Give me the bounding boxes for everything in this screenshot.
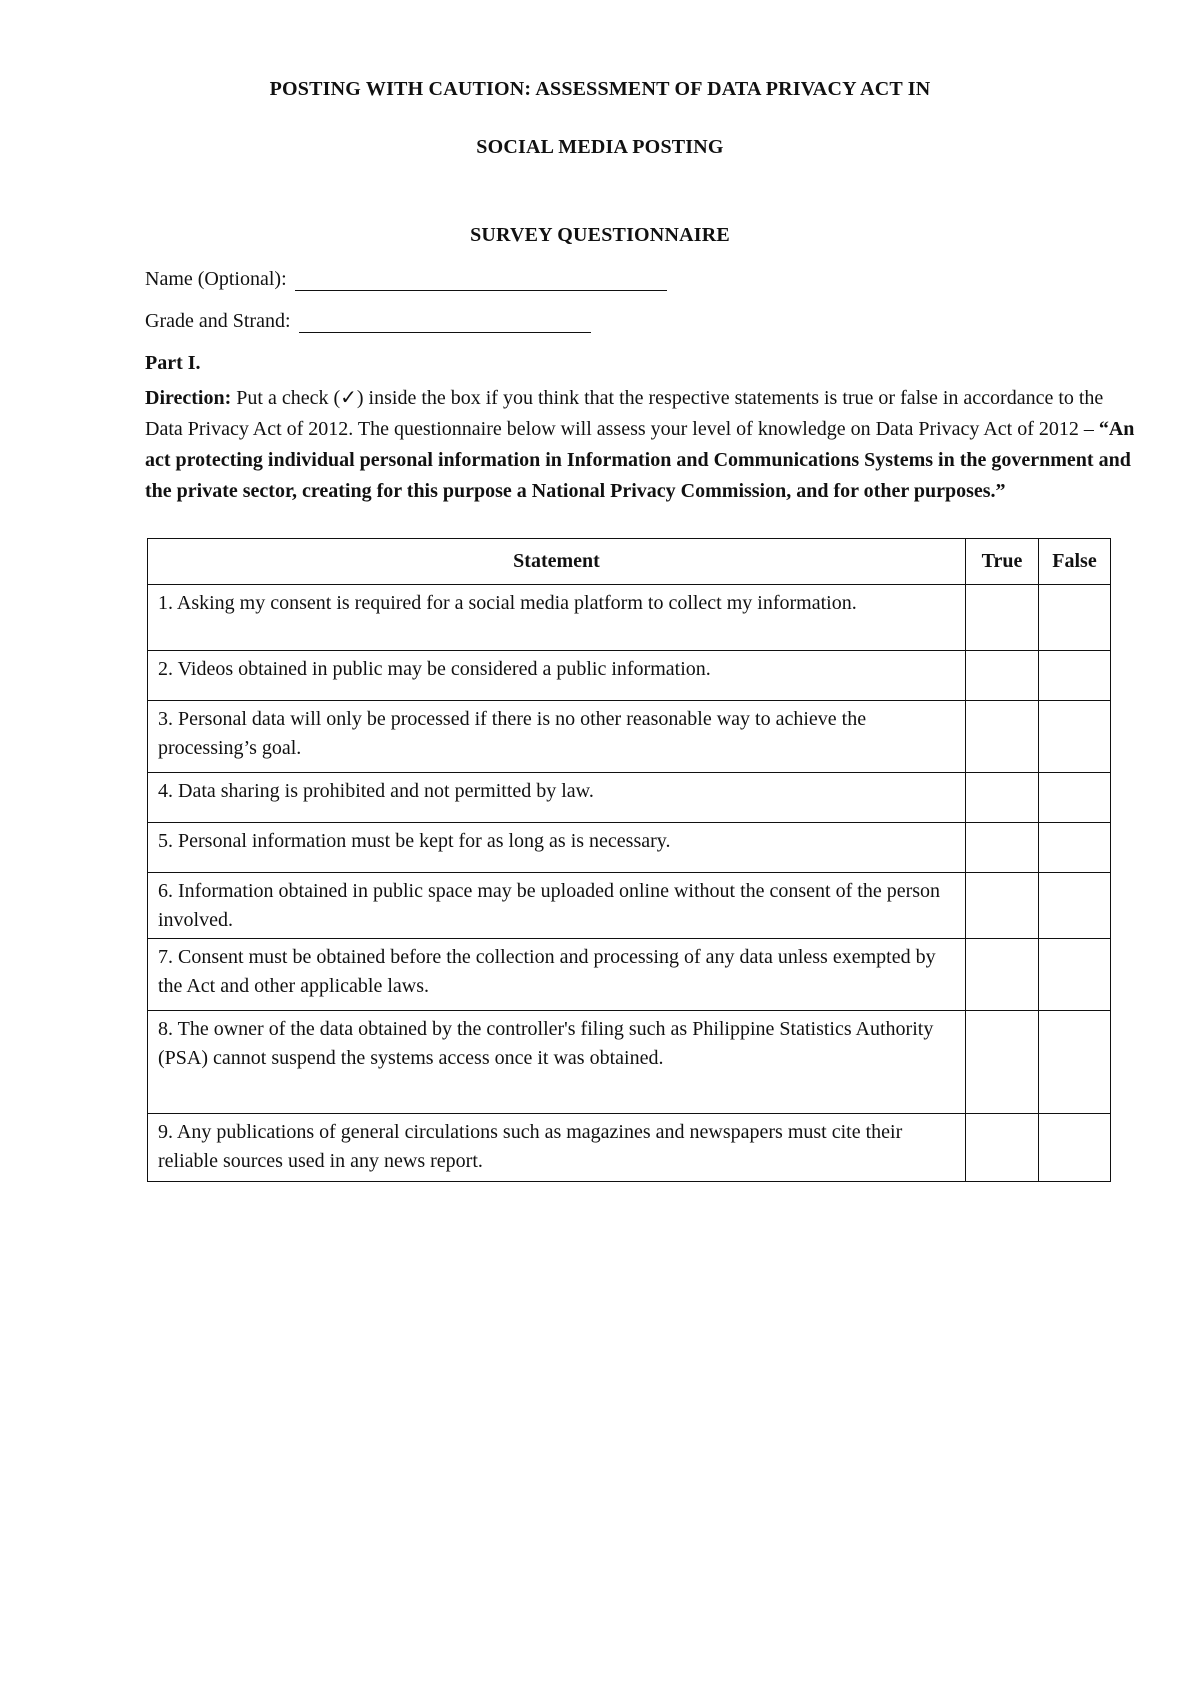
statement-cell: 8. The owner of the data obtained by the controller's filing such as Philippine Statistics Authority (PSA) cannot suspend the systems access once it was obtained. xyxy=(148,1011,966,1114)
name-label: Name (Optional): xyxy=(145,268,287,290)
true-checkbox-cell[interactable] xyxy=(966,651,1039,701)
false-checkbox-cell[interactable] xyxy=(1039,701,1111,773)
false-checkbox-cell[interactable] xyxy=(1039,823,1111,873)
table-row xyxy=(148,701,1111,773)
direction-label: Direction: xyxy=(145,387,232,409)
direction-paragraph xyxy=(145,383,1135,507)
false-checkbox-cell[interactable] xyxy=(1039,651,1111,701)
true-checkbox-cell[interactable] xyxy=(966,873,1039,939)
true-checkbox-cell[interactable] xyxy=(966,1011,1039,1114)
grade-label: Grade and Strand: xyxy=(145,310,291,332)
table-row xyxy=(148,1011,1111,1114)
header-false: False xyxy=(1039,539,1111,585)
document-title-line-1: POSTING WITH CAUTION: ASSESSMENT OF DATA PRIVACY ACT IN xyxy=(269,78,931,100)
table-row xyxy=(148,585,1111,651)
name-blank-line[interactable] xyxy=(295,270,667,291)
true-checkbox-cell[interactable] xyxy=(966,701,1039,773)
document-title-line-2: SOCIAL MEDIA POSTING xyxy=(476,136,724,158)
true-checkbox-cell[interactable] xyxy=(966,823,1039,873)
false-checkbox-cell[interactable] xyxy=(1039,773,1111,823)
table-row xyxy=(148,939,1111,1011)
table-row xyxy=(148,823,1111,873)
true-checkbox-cell[interactable] xyxy=(966,585,1039,651)
grade-blank-line[interactable] xyxy=(299,312,591,333)
table-row xyxy=(148,773,1111,823)
false-checkbox-cell[interactable] xyxy=(1039,585,1111,651)
true-checkbox-cell[interactable] xyxy=(966,1114,1039,1182)
statement-cell: 9. Any publications of general circulations such as magazines and newspapers must cite their reliable sources used in any news report. xyxy=(148,1114,966,1182)
statement-cell: 3. Personal data will only be processed if there is no other reasonable way to achieve the processing’s goal. xyxy=(148,701,966,773)
document-subtitle: SURVEY QUESTIONNAIRE xyxy=(470,224,730,246)
direction-text: Put a check (✓) inside the box if you think that the respective statements is true or false in accordance to the Data Privacy Act of 2012. The questionnaire below will assess your level of knowledge on Data Privacy Act of 2012 – xyxy=(145,387,1104,440)
direction-act-title: “An act protecting individual personal information in Information and Communications Systems in the government and the private sector, creating for this purpose a National Privacy Commission, and for other purposes.” xyxy=(145,418,1135,502)
table-row xyxy=(148,873,1111,939)
false-checkbox-cell[interactable] xyxy=(1039,1011,1111,1114)
table-row xyxy=(148,651,1111,701)
table-header-row xyxy=(148,539,1111,585)
header-true: True xyxy=(966,539,1039,585)
statement-cell: 5. Personal information must be kept for as long as is necessary. xyxy=(148,823,966,873)
name-field-row xyxy=(145,268,667,291)
false-checkbox-cell[interactable] xyxy=(1039,873,1111,939)
statement-cell: 7. Consent must be obtained before the collection and processing of any data unless exempted by the Act and other applicable laws. xyxy=(148,939,966,1011)
grade-field-row xyxy=(145,310,591,333)
table-row xyxy=(148,1114,1111,1182)
false-checkbox-cell[interactable] xyxy=(1039,1114,1111,1182)
part-label: Part I. xyxy=(145,352,201,374)
statement-cell: 1. Asking my consent is required for a social media platform to collect my information. xyxy=(148,585,966,651)
statement-cell: 4. Data sharing is prohibited and not permitted by law. xyxy=(148,773,966,823)
survey-table xyxy=(147,538,1111,1182)
true-checkbox-cell[interactable] xyxy=(966,939,1039,1011)
true-checkbox-cell[interactable] xyxy=(966,773,1039,823)
statement-cell: 6. Information obtained in public space may be uploaded online without the consent of the person involved. xyxy=(148,873,966,939)
header-statement: Statement xyxy=(148,539,966,585)
false-checkbox-cell[interactable] xyxy=(1039,939,1111,1011)
statement-cell: 2. Videos obtained in public may be considered a public information. xyxy=(148,651,966,701)
